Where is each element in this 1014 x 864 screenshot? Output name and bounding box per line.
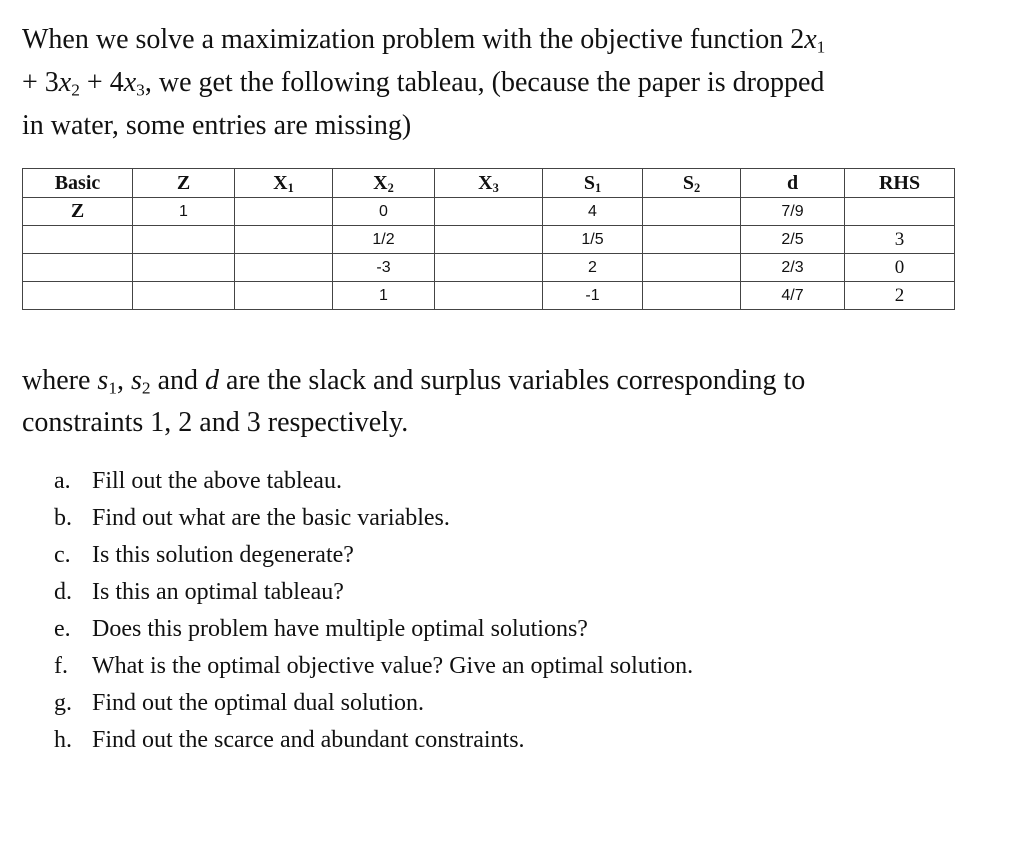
table-cell xyxy=(23,226,133,254)
list-item: e. Does this problem have multiple optimal solutions? xyxy=(54,616,588,642)
list-item: d. Is this an optimal tableau? xyxy=(54,579,344,605)
list-item: f. What is the optimal objective value? Give an optimal solution. xyxy=(54,653,694,679)
list-item: h. Find out the scarce and abundant constraints. xyxy=(54,727,525,753)
table-row xyxy=(23,254,955,282)
table-cell xyxy=(643,198,741,226)
table-cell: 0 xyxy=(845,254,955,282)
intro-line-3: in water, some entries are missing) xyxy=(22,110,412,141)
variable-definition xyxy=(22,360,962,444)
problem-intro xyxy=(22,18,962,147)
list-item: c. Is this solution degenerate? xyxy=(54,542,354,568)
intro-line-2: + $3x_2 + 4x_3$, we get the following tableau, (because the paper is dropped xyxy=(22,67,825,100)
table-cell xyxy=(235,254,333,282)
table-cell xyxy=(235,226,333,254)
table-cell: 1 xyxy=(133,198,235,226)
simplex-tableau xyxy=(22,168,955,310)
table-cell xyxy=(133,282,235,310)
where-line-2: constraints 1, 2 and 3 respectively. xyxy=(22,407,409,438)
table-cell: -3 xyxy=(333,254,435,282)
table-cell: 7/9 xyxy=(741,198,845,226)
table-cell: -1 xyxy=(543,282,643,310)
header-s1: $S_1$ xyxy=(543,169,643,198)
table-cell xyxy=(643,226,741,254)
header-d: d xyxy=(741,169,845,198)
header-x1: $X_1$ xyxy=(235,169,333,198)
table-cell xyxy=(435,226,543,254)
table-cell: 4/7 xyxy=(741,282,845,310)
table-cell: 2/5 xyxy=(741,226,845,254)
table-cell xyxy=(435,282,543,310)
table-row xyxy=(23,198,955,226)
table-cell xyxy=(235,198,333,226)
table-cell: 1/5 xyxy=(543,226,643,254)
table-cell xyxy=(23,254,133,282)
table-cell xyxy=(845,198,955,226)
table-cell: 0 xyxy=(333,198,435,226)
question-list xyxy=(54,463,693,759)
header-basic: Basic xyxy=(23,169,133,198)
table-cell xyxy=(435,198,543,226)
tableau-header-row xyxy=(23,169,955,198)
intro-line-1: When we solve a maximization problem with the objective function $2x_1$ xyxy=(22,24,826,57)
list-item: b. Find out what are the basic variables. xyxy=(54,505,450,531)
table-cell xyxy=(435,254,543,282)
table-cell: 3 xyxy=(845,226,955,254)
table-cell: 2 xyxy=(543,254,643,282)
table-cell: 2/3 xyxy=(741,254,845,282)
list-item: g. Find out the optimal dual solution. xyxy=(54,690,424,716)
table-cell: Z xyxy=(23,198,133,226)
table-cell xyxy=(235,282,333,310)
table-cell: 1/2 xyxy=(333,226,435,254)
table-cell xyxy=(23,282,133,310)
header-rhs: RHS xyxy=(845,169,955,198)
list-item: a. Fill out the above tableau. xyxy=(54,468,342,494)
table-cell xyxy=(643,254,741,282)
header-s2: $S_2$ xyxy=(643,169,741,198)
table-cell: 1 xyxy=(333,282,435,310)
table-cell: 2 xyxy=(845,282,955,310)
header-x3: $X_3$ xyxy=(435,169,543,198)
table-cell xyxy=(643,282,741,310)
table-row xyxy=(23,282,955,310)
where-line-1: where $s_1$, $s_2$ and d are the slack and surplus variables corresponding to xyxy=(22,365,806,398)
table-cell: 4 xyxy=(543,198,643,226)
header-z: Z xyxy=(133,169,235,198)
table-cell xyxy=(133,254,235,282)
table-cell xyxy=(133,226,235,254)
header-x2: $X_2$ xyxy=(333,169,435,198)
table-row xyxy=(23,226,955,254)
